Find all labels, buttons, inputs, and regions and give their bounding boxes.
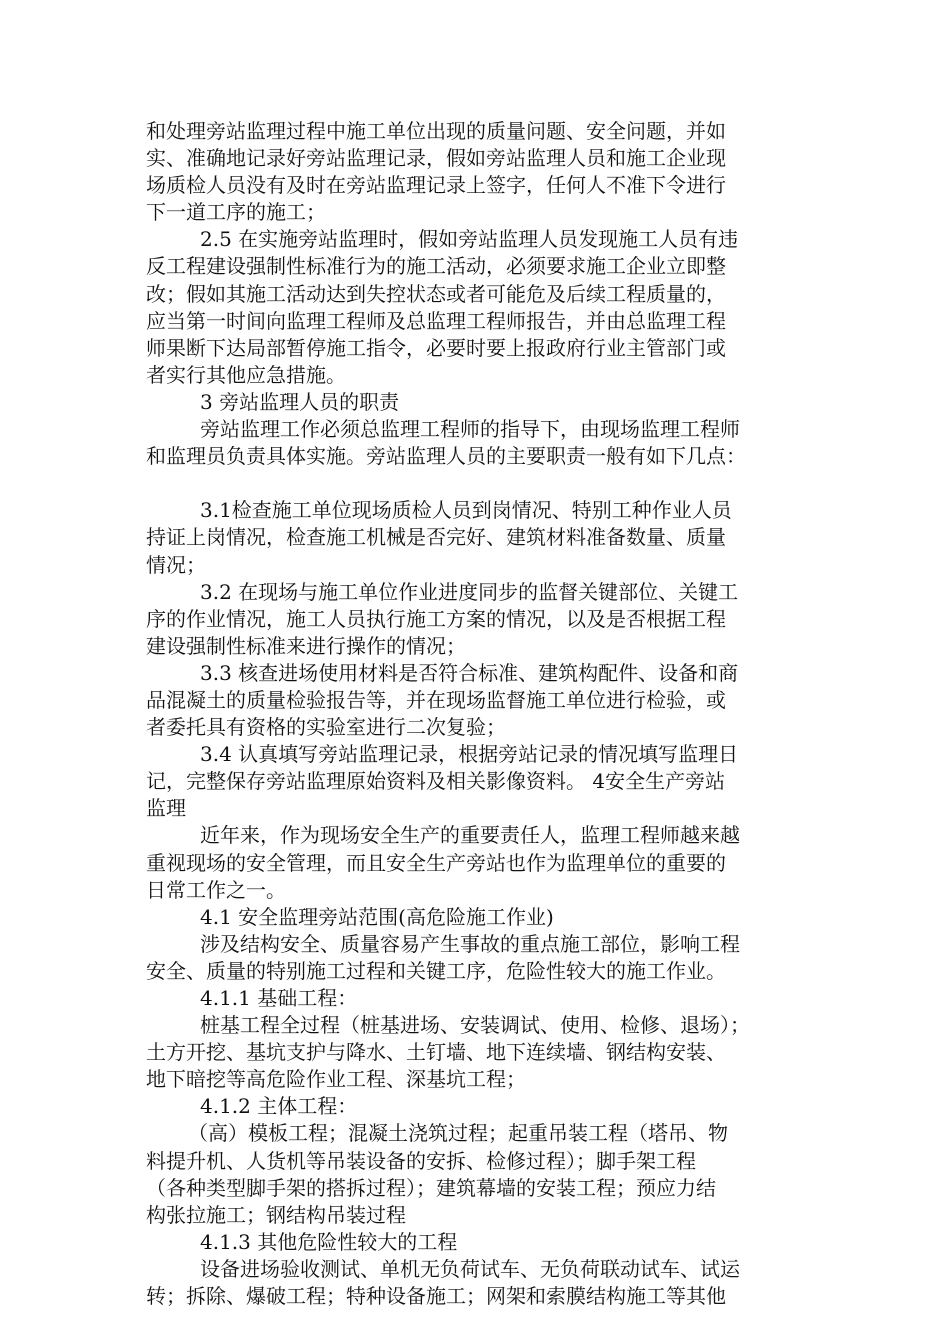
text-line: 场质检人员没有及时在旁站监理记录上签字，任何人不准下令进行 bbox=[146, 173, 726, 198]
text-line: 桩基工程全过程（桩基进场、安装调试、使用、检修、退场）； bbox=[200, 1013, 750, 1038]
text-line: 建设强制性标准来进行操作的情况； bbox=[146, 633, 466, 658]
text-line: 土方开挖、基坑支护与降水、土钉墙、地下连续墙、钢结构安装、 bbox=[146, 1040, 726, 1065]
text-line: 改；假如其施工活动达到失控状态或者可能危及后续工程质量的， bbox=[146, 281, 726, 306]
text-line: 3.1检查施工单位现场质检人员到岗情况、特别工种作业人员 bbox=[200, 498, 732, 523]
text-line: 下一道工序的施工； bbox=[146, 200, 326, 225]
text-line: 设备进场验收测试、单机无负荷试车、无负荷联动试车、试运 bbox=[200, 1256, 740, 1281]
text-line: 旁站监理工作必须总监理工程师的指导下，由现场监理工程师 bbox=[200, 417, 740, 442]
text-line: 监理 bbox=[146, 796, 186, 821]
text-line: 2.5 在实施旁站监理时，假如旁站监理人员发现施工人员有违 bbox=[200, 227, 739, 252]
text-line: 地下暗挖等高危险作业工程、深基坑工程； bbox=[146, 1067, 526, 1092]
text-line: 重视现场的安全管理，而且安全生产旁站也作为监理单位的重要的 bbox=[146, 850, 726, 875]
text-line: 和监理员负责具体实施。旁站监理人员的主要职责一般有如下几点： bbox=[146, 444, 746, 469]
text-line: 应当第一时间向监理工程师及总监理工程师报告，并由总监理工程 bbox=[146, 308, 726, 333]
text-line: 持证上岗情况，检查施工机械是否完好、建筑材料准备数量、质量 bbox=[146, 525, 726, 550]
text-line: 者实行其他应急措施。 bbox=[146, 362, 346, 387]
text-line: 转；拆除、爆破工程；特种设备施工；网架和索膜结构施工等其他 bbox=[146, 1284, 726, 1309]
blank-line bbox=[146, 470, 806, 497]
text-line: （各种类型脚手架的搭拆过程）；建筑幕墙的安装工程；预应力结 bbox=[146, 1175, 716, 1200]
text-line: 品混凝土的质量检验报告等，并在现场监督施工单位进行检验，或 bbox=[146, 687, 726, 712]
text-line: 序的作业情况，施工人员执行施工方案的情况，以及是否根据工程 bbox=[146, 606, 726, 631]
text-line: 3.4 认真填写旁站监理记录，根据旁站记录的情况填写监理日 bbox=[200, 742, 739, 767]
section-heading: 4.1.2 主体工程： bbox=[200, 1094, 358, 1119]
text-line: 者委托具有资格的实验室进行二次复验； bbox=[146, 715, 506, 740]
text-line: 反工程建设强制性标准行为的施工活动，必须要求施工企业立即整 bbox=[146, 254, 726, 279]
text-line: 料提升机、人货机等吊装设备的安拆、检修过程）；脚手架工程 bbox=[146, 1148, 696, 1173]
text-line: （高）模板工程；混凝土浇筑过程；起重吊装工程（塔吊、物 bbox=[188, 1121, 728, 1146]
section-heading: 3 旁站监理人员的职责 bbox=[200, 389, 400, 414]
section-heading: 4.1 安全监理旁站范围(高危险施工作业) bbox=[200, 904, 554, 929]
text-line: 实、准确地记录好旁站监理记录，假如旁站监理人员和施工企业现 bbox=[146, 146, 726, 171]
text-line: 3.3 核查进场使用材料是否符合标准、建筑构配件、设备和商 bbox=[200, 660, 739, 685]
section-heading: 4.1.1 基础工程： bbox=[200, 986, 358, 1010]
document-body bbox=[146, 118, 806, 1310]
text-line: 安全、质量的特别施工过程和关键工序，危险性较大的施工作业。 bbox=[146, 958, 726, 983]
text-line: 3.2 在现场与施工单位作业进度同步的监督关键部位、关键工 bbox=[200, 579, 739, 604]
text-line: 近年来，作为现场安全生产的重要责任人，监理工程师越来越 bbox=[200, 823, 740, 848]
text-line: 师果断下达局部暂停施工指令，必要时要上报政府行业主管部门或 bbox=[146, 335, 726, 360]
text-line: 日常工作之一。 bbox=[146, 877, 286, 902]
text-line: 和处理旁站监理过程中施工单位出现的质量问题、安全问题，并如 bbox=[146, 119, 726, 143]
text-line: 情况； bbox=[146, 552, 206, 577]
text-line: 涉及结构安全、质量容易产生事故的重点施工部位，影响工程 bbox=[200, 931, 740, 956]
text-line: 记，完整保存旁站监理原始资料及相关影像资料。 4安全生产旁站 bbox=[146, 769, 726, 794]
text-line: 构张拉施工；钢结构吊装过程 bbox=[146, 1202, 406, 1227]
section-heading: 4.1.3 其他危险性较大的工程 bbox=[200, 1229, 458, 1254]
